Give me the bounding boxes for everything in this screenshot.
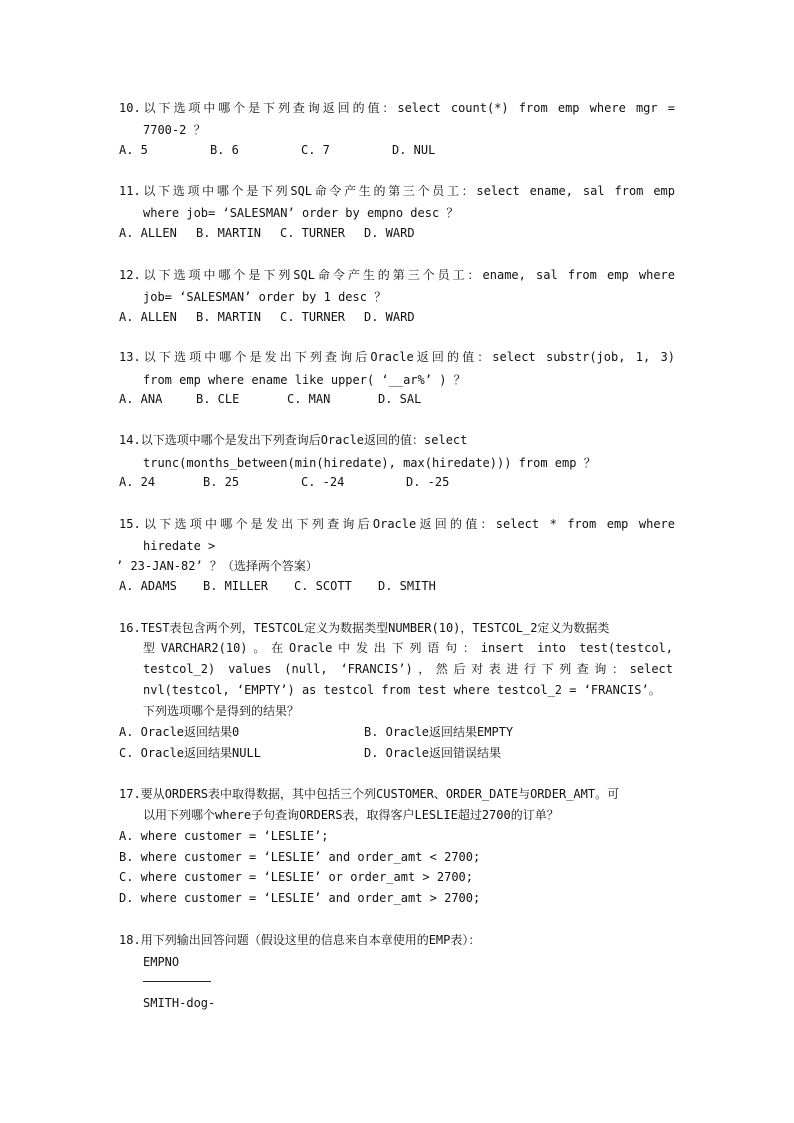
question-16-line-1: 16.TEST表包含两个列，TESTCOL定义为数据类型NUMBER(10)，TESTCOL_2定义为数据类 [119,621,610,635]
question-10-option-b: B. 6 [210,143,239,157]
question-13-option-a: A. ANA [119,392,163,406]
question-17-line-2: 以用下列哪个where子句查询ORDERS表，取得客户LESLIE超过2700的订单？ [143,808,559,822]
output-header-underline [143,981,211,982]
question-12-option-d: D. WARD [364,310,415,324]
question-12-line-2: job= ‘SALESMAN’ order by 1 desc ？ [143,290,387,304]
question-16-option-b: B. Oracle返回结果EMPTY [364,725,514,739]
question-14-line-1: 14.以下选项中哪个是发出下列查询后Oracle返回的值：select [119,433,468,447]
question-12-option-b: B. MARTIN [196,310,262,324]
question-14-option-c: C. -24 [301,475,345,489]
question-13-option-d: D. SAL [378,392,422,406]
question-11-line-1: 11.以下选项中哪个是下列SQL命令产生的第三个员工：select ename, sal from emp [119,184,675,198]
question-10-line-2: 7700-2 ？ [143,123,206,137]
question-15-line-2: hiredate > [143,539,216,553]
output-row: SMITH-dog- [143,996,216,1010]
question-16-line-4: nvl(testcol, ‘EMPTY’) as testcol from test where testcol_2 = ‘FRANCIS’。 [143,683,661,697]
question-11-option-a: A. ALLEN [119,226,177,240]
question-15-option-d: D. SMITH [378,579,436,593]
question-18-line-1: 18.用下列输出回答问题（假设这里的信息来自本章使用的EMP表）： [119,933,481,947]
question-14-option-a: A. 24 [119,475,156,489]
question-13-line-1: 13.以下选项中哪个是发出下列查询后Oracle返回的值：select substr(job, 1, 3) [119,350,675,364]
question-17-line-1: 17.要从ORDERS表中取得数据，其中包括三个列CUSTOMER、ORDER_DATE与ORDER_AMT。可 [119,787,620,801]
question-14-option-d: D. -25 [406,475,450,489]
question-10-option-a: A. 5 [119,143,148,157]
question-12-option-a: A. ALLEN [119,310,177,324]
question-12-line-1: 12.以下选项中哪个是下列SQL命令产生的第三个员工：ename, sal from emp where [119,268,675,282]
question-16-line-2: 型VARCHAR2(10)。在Oracle中发出下列语句：insert into test(testcol, [143,641,673,655]
question-15-line-3: ’ 23-JAN-82’ ？（选择两个答案） [116,559,318,573]
question-10-option-c: C. 7 [301,143,330,157]
question-11-line-2: where job= ‘SALESMAN’ order by empno desc ？ [143,206,459,220]
question-12-option-c: C. TURNER [280,310,346,324]
question-14-line-2: trunc(months_between(min(hiredate), max(hiredate))) from emp ？ [143,456,596,470]
question-13-option-c: C. MAN [287,392,331,406]
question-17-option-a: A. where customer = ‘LESLIE’; [119,829,329,843]
question-11-option-c: C. TURNER [280,226,346,240]
question-13-line-2: from emp where ename like upper( ‘__ar%’ ) ？ [143,373,466,387]
question-17-option-b: B. where customer = ‘LESLIE’ and order_amt < 2700; [119,850,481,864]
question-11-option-b: B. MARTIN [196,226,262,240]
question-15-option-c: C. SCOTT [294,579,352,593]
question-16-option-a: A. Oracle返回结果0 [119,725,240,739]
question-17-option-d: D. where customer = ‘LESLIE’ and order_amt > 2700; [119,891,481,905]
output-column-header: EMPNO [143,955,180,969]
question-16-option-d: D. Oracle返回错误结果 [364,746,502,760]
question-10-option-d: D. NUL [392,143,436,157]
question-17-option-c: C. where customer = ‘LESLIE’ or order_amt > 2700; [119,870,474,884]
question-16-line-5: 下列选项哪个是得到的结果？ [143,704,300,718]
question-11-option-d: D. WARD [364,226,415,240]
question-16-line-3: testcol_2) values (null, ‘FRANCIS’)，然后对表进行下列查询：select [143,662,673,676]
question-15-line-1: 15.以下选项中哪个是发出下列查询后Oracle返回的值：select * from emp where [119,517,675,531]
question-15-option-a: A. ADAMS [119,579,177,593]
question-13-option-b: B. CLE [196,392,240,406]
question-14-option-b: B. 25 [203,475,240,489]
question-16-option-c: C. Oracle返回结果NULL [119,746,261,760]
question-15-option-b: B. MILLER [203,579,269,593]
question-10-line-1: 10.以下选项中哪个是下列查询返回的值：select count(*) from emp where mgr = [119,101,675,115]
